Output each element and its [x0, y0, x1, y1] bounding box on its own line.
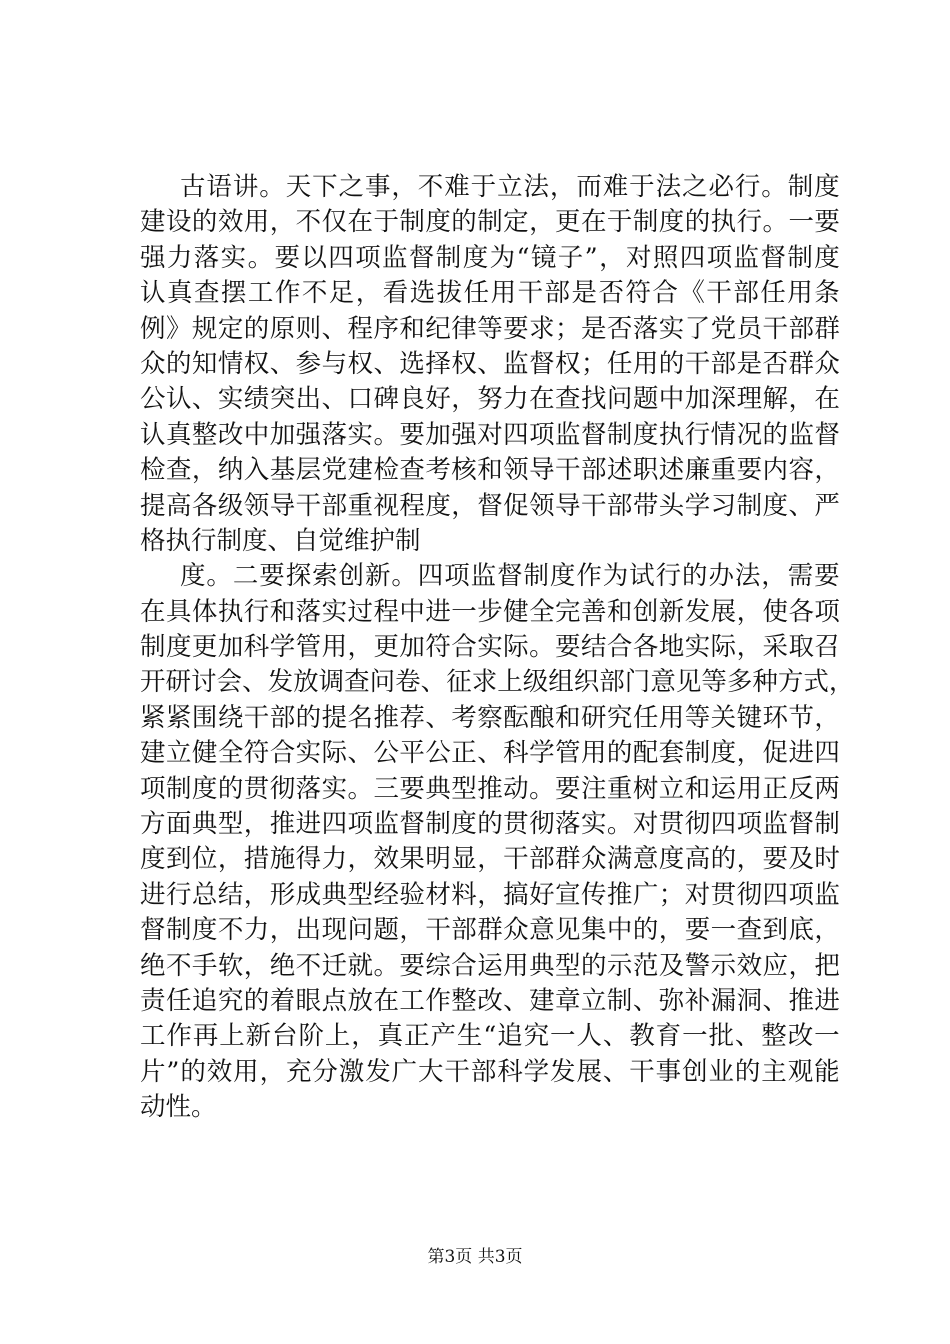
text-line: 众 的 知 情 权 、 参 与 权 、 选 择 权 、 监 督 权 ； 任 用 的 干 部 是 否 群 众	[140, 348, 840, 379]
text-line: 强 力 落 实 。 要 以 四 项 监 督 制 度 为 “ 镜 子 ” ， 对 照 四 项 监 督 制 度	[140, 242, 840, 273]
text-line: 建 设 的 效 用 ， 不 仅 在 于 制 度 的 制 定 ， 更 在 于 制 度 的 执 行 。 一 要	[140, 207, 840, 238]
page-number-footer: 第3页 共3页	[427, 1247, 523, 1267]
paragraph-2	[140, 559, 855, 1125]
text-line: 提 高 各 级 领 导 干 部 重 视 程 度 ， 督 促 领 导 干 部 带 头 学 习 制 度 、 严	[140, 490, 840, 521]
text-line: 开 研 讨 会 、 发 放 调 查 问 卷 、 征 求 上 级 组 织 部 门 意 见 等 多 种 方 式 ，	[140, 667, 855, 698]
text-line: 检 查 ， 纳 入 基 层 党 建 检 查 考 核 和 领 导 干 部 述 职 述 廉 重 要 内 容 ，	[140, 455, 840, 486]
text-line: 在 具 体 执 行 和 落 实 过 程 中 进 一 步 健 全 完 善 和 创 新 发 展 ， 使 各 项	[140, 596, 840, 627]
text-line: 公 认 、 实 绩 突 出 、 口 碑 良 好 ， 努 力 在 查 找 问 题 中 加 深 理 解 ， 在	[140, 384, 840, 415]
text-line: 责 任 追 究 的 着 眼 点 放 在 工 作 整 改 、 建 章 立 制 、 弥 补 漏 洞 、 推 进	[140, 985, 840, 1016]
text-line: 格执行制度、自觉维护制	[140, 525, 421, 556]
text-line: 进 行 总 结 ， 形 成 典 型 经 验 材 料 ， 搞 好 宣 传 推 广 ； 对 贯 彻 四 项 监	[140, 879, 840, 910]
document-body	[140, 170, 855, 1126]
text-line: 督 制 度 不 力 ， 出 现 问 题 ， 干 部 群 众 意 见 集 中 的 ， 要 一 查 到 底 ，	[140, 915, 840, 946]
text-line: 项 制 度 的 贯 彻 落 实 。 三 要 典 型 推 动 。 要 注 重 树 立 和 运 用 正 反 两	[140, 773, 840, 804]
text-line: 古 语 讲 。 天 下 之 事 ， 不 难 于 立 法 ， 而 难 于 法 之 必 行 。 制 度	[180, 172, 840, 202]
text-line: 动性。	[140, 1092, 217, 1123]
text-line: 工 作 再 上 新 台 阶 上 ， 真 正 产 生 “ 追 究 一 人 、 教 育 一 批 、 整 改 一	[140, 1021, 840, 1052]
text-line: 例 》 规 定 的 原 则 、 程 序 和 纪 律 等 要 求 ； 是 否 落 实 了 党 员 干 部 群	[140, 313, 840, 344]
text-line: 方 面 典 型 ， 推 进 四 项 监 督 制 度 的 贯 彻 落 实 。 对 贯 彻 四 项 监 督 制	[140, 809, 840, 840]
text-line: 制 度 更 加 科 学 管 用 ， 更 加 符 合 实 际 。 要 结 合 各 地 实 际 ， 采 取 召	[140, 632, 840, 663]
paragraph-1	[140, 170, 840, 559]
text-line: 片 ” 的 效 用 ， 充 分 激 发 广 大 干 部 科 学 发 展 、 干 事 创 业 的 主 观 能	[140, 1056, 840, 1087]
text-line: 绝 不 手 软 ， 绝 不 迁 就 。 要 综 合 运 用 典 型 的 示 范 及 警 示 效 应 ， 把	[140, 950, 840, 981]
text-line: 建 立 健 全 符 合 实 际 、 公 平 公 正 、 科 学 管 用 的 配 套 制 度 ， 促 进 四	[140, 738, 840, 769]
text-line: 度 。 二 要 探 索 创 新 。 四 项 监 督 制 度 作 为 试 行 的 办 法 ， 需 要	[180, 561, 840, 592]
text-line: 紧 紧 围 绕 干 部 的 提 名 推 荐 、 考 察 酝 酿 和 研 究 任 用 等 关 键 环 节 ，	[140, 702, 840, 733]
text-line: 认 真 整 改 中 加 强 落 实 。 要 加 强 对 四 项 监 督 制 度 执 行 情 况 的 监 督	[140, 419, 840, 450]
text-line: 认 真 查 摆 工 作 不 足 ， 看 选 拔 任 用 干 部 是 否 符 合 《 干 部 任 用 条	[140, 278, 840, 309]
text-line: 度 到 位 ， 措 施 得 力 ， 效 果 明 显 ， 干 部 群 众 满 意 度 高 的 ， 要 及 时	[140, 844, 840, 875]
